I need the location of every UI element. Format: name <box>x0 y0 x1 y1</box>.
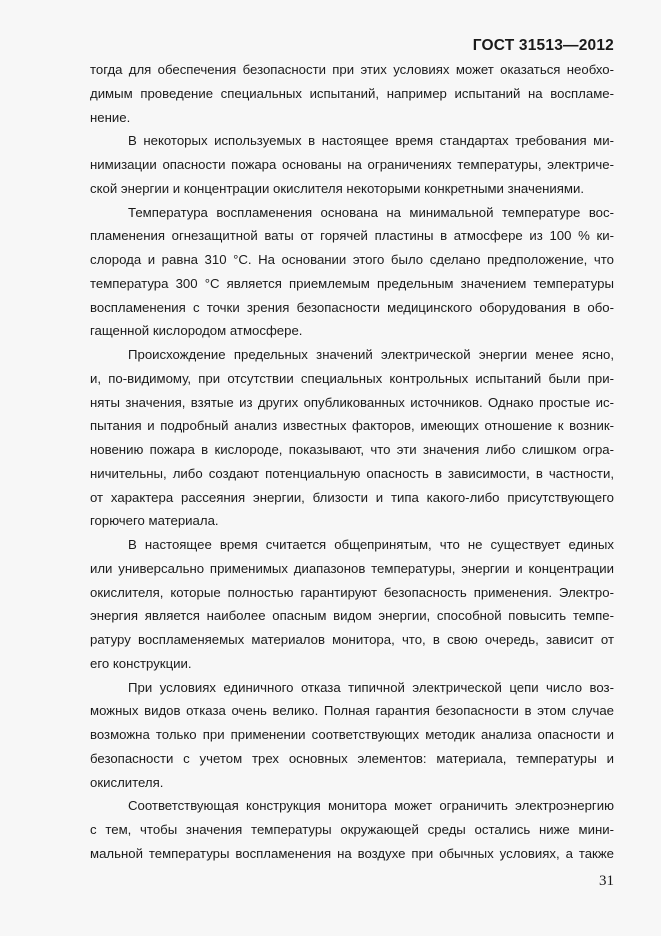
text-line: пытания и подробный анализ известных факторов, имеющих отношение к возник- <box>90 418 614 434</box>
text-line: В некоторых используемых в настоящее время стандартах требования ми- <box>128 133 614 149</box>
page-number: 31 <box>599 873 614 889</box>
text-line: мальной температуры воспламенения на воздухе при обычных условиях, а также <box>90 845 614 861</box>
text-line: пламенения огнезащитной ваты от горячей пластины в атмосфере из 100 % ки- <box>90 228 614 244</box>
paragraph <box>90 794 614 865</box>
document-body <box>90 58 614 866</box>
paragraph <box>90 201 614 344</box>
text-line: от характера рассеяния энергии, близости и типа какого-либо присутствующего <box>90 489 614 505</box>
text-line: энергия является наиболее опасным видом энергии, способной повысить темпе- <box>90 608 614 624</box>
text-line: безопасности с учетом трех основных элементов: материала, температуры и <box>90 750 614 766</box>
text-line: его конструкции. <box>90 655 192 671</box>
text-line: воспламенения с точки зрения безопасности медицинского оборудования в обо- <box>90 299 614 315</box>
text-line: горючего материала. <box>90 513 219 529</box>
paragraph <box>90 676 614 795</box>
text-line: ничительны, либо создают потенциальную опасность в зависимости, в частности, <box>90 465 614 481</box>
text-line: При условиях единичного отказа типичной электрической цепи число воз- <box>128 679 614 695</box>
paragraph <box>90 58 614 129</box>
text-line: окислителя. <box>90 774 164 790</box>
text-line: димым проведение специальных испытаний, например испытаний на воспламе- <box>90 85 614 101</box>
paragraph <box>90 343 614 533</box>
text-line: нимизации опасности пожара основаны на ограничениях температуры, электриче- <box>90 157 614 172</box>
text-line: гащенной кислородом атмосфере. <box>90 323 303 339</box>
text-line: няты значения, взятые из других опубликованных источников. Однако простые ис- <box>90 394 614 410</box>
paragraph <box>90 129 614 200</box>
text-line: Соответствующая конструкция монитора может ограничить электроэнергию <box>128 798 614 814</box>
text-line: В настоящее время считается общепринятым, что не существует единых <box>128 537 614 552</box>
text-line: слорода и равна 310 °С. На основании этого было сделано предположение, что <box>90 252 614 267</box>
text-line: Происхождение предельных значений электрической энергии менее ясно, <box>128 347 614 362</box>
text-line: и, по-видимому, при отсутствии специальных контрольных испытаний были при- <box>90 370 614 386</box>
text-line: новению пожара в кислороде, показывают, что эти значения либо слишком огра- <box>90 442 614 457</box>
text-line: ской энергии и концентрации окислителя некоторыми конкретными значениями. <box>90 180 585 196</box>
text-line: окислителя, которые полностью гарантируют безопасность применения. Электро- <box>90 584 614 600</box>
text-line: можных видов отказа очень велико. Полная гарантия безопасности в этом случае <box>90 703 614 719</box>
text-line: тогда для обеспечения безопасности при этих условиях может оказаться необхо- <box>90 62 614 77</box>
text-line: ратуру воспламеняемых материалов монитора, что, в свою очередь, зависит от <box>90 632 614 647</box>
text-line: или универсально применимых диапазонов температуры, энергии и концентрации <box>90 560 614 576</box>
text-line: возможна только при применении соответствующих методик анализа опасности и <box>90 727 614 742</box>
document-header: ГОСТ 31513—2012 <box>472 37 614 54</box>
paragraph <box>90 533 614 676</box>
text-line: температура 300 °С является приемлемым предельным значением температуры <box>90 275 614 291</box>
text-line: с тем, чтобы значения температуры окружающей среды остались ниже мини- <box>90 822 614 837</box>
text-line: нение. <box>90 109 131 125</box>
text-line: Температура воспламенения основана на минимальной температуре вос- <box>128 204 614 220</box>
